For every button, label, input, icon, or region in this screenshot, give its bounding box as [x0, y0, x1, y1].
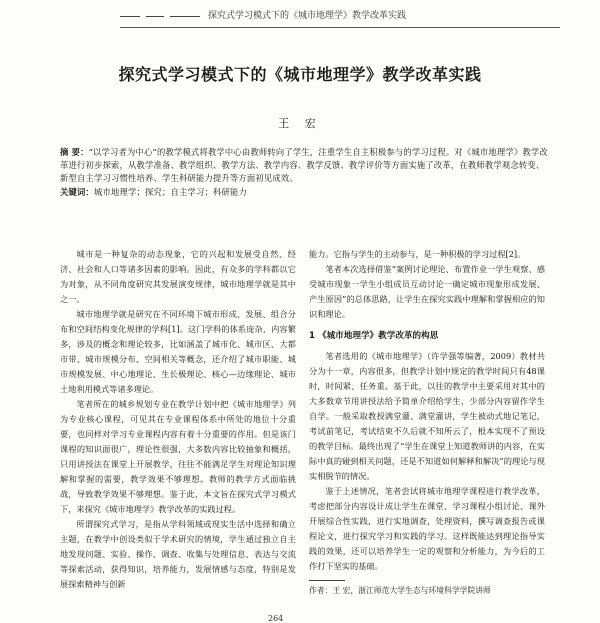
footnote-rule — [309, 580, 345, 581]
right-column — [309, 247, 545, 574]
header-dash — [170, 16, 200, 17]
body-paragraph: 城市地理学就是研究在不同环境下城市形成、发展、组合分布和空间结构变化规律的学科[1]。这门学科的体系庞杂，内容繁多，涉及的概念和理论较多，比如涵盖了城市化、城市区、大都市带、城市规模分布、空间相关等概念，还介绍了城市职能、城市规模发展、中心地理论、生长极理论、核心—边缘理论、城市土地利用模式等诸多理论。 — [60, 309, 296, 394]
keywords-text: 城市地理学；探究；自主学习；科研能力 — [94, 187, 247, 197]
body-paragraph: 所谓探究式学习，是指从学科领域或现实生活中选择和确立主题，在教学中创设类似于学术研究的情境，学生通过独立自主地发现问题、实验、操作、调查、收集与处理信息、表达与交流等探索活动，获得知识，培养能力，发展情感与态度，特别是发展探索精神与创新 — [60, 519, 296, 589]
keywords — [60, 186, 552, 199]
running-header-text: 探究式学习模式下的《城市地理学》教学改革实践 — [208, 11, 407, 21]
section-heading: 1 《城市地理学》教学改革的构思 — [309, 331, 439, 341]
body-paragraph-continued: 能力。它指与学生的主动参与，是一种积极的学习过程[2]。 — [309, 249, 526, 259]
running-header — [120, 10, 560, 24]
body-paragraph: 笔者选用的《城市地理学》（许学强等编著，2009）教材共分为十一章，内容很多，但教学计划中规定的教学时间只有48课时，时间紧、任务重。基于此，以往的教学中主要采用对其中的大多数章节用讲授法给予简单介绍给学生，少部分内容留作学生自学。一般采取教授满堂灌、满堂灌讲，学生被动式地记笔记，考试前笔记，考试结束不久后就不知所云了，根本实现不了预设的教学目标。最终出现了“学生在课堂上知道教师讲的内容，在实际中真的碰到相关问题，还是不知道如何解释和解决”的理论与现实相脱节的情况。 — [309, 351, 545, 481]
abstract — [60, 146, 552, 185]
keywords-label: 关键词： — [60, 187, 94, 197]
paper-title: 探究式学习模式下的《城市地理学》教学改革实践 — [118, 65, 482, 84]
body-paragraph: 笔者所在的城乡规划专业在教学计划中把《城市地理学》列为专业核心课程，可见其在专业课程体系中所处的地位十分重要，也同样对学习专业课程内容有着十分重要的作用。但是该门课程的知识面很广，理论性很强，大多数内容比较抽象和概括，只用讲授法在课堂上开展教学，往往不能满足学生对理论知识理解和掌握的需要，教学效果不够理想。教师的教学方式面临挑战，导致教学效果不够理想。鉴于此，本文旨在探究式学习模式下，来探究《城市地理学》教学改革的实践过程。 — [60, 399, 296, 514]
abstract-label: 摘 要： — [60, 147, 89, 157]
author-footnote: 作者：王 宏，浙江师范大学生态与环境科学学院讲师 — [309, 586, 491, 595]
abstract-block — [60, 146, 552, 199]
body-paragraph: 笔者本次选择借鉴“案例讨论理论、布置作业一学生观察、感受城市现象一学生小组成员互动讨论一确定城市现象形成发展、产生原因”的总体思路，让学生在探究实践中理解和掌握相应的知识和理论。 — [309, 264, 545, 319]
author-name: 王 宏 — [278, 117, 322, 130]
body-paragraph: 鉴于上述情况，笔者尝试将城市地理学课程进行教学改革，考虑把部分内容设计成让学生在课堂、学习课程小组讨论、课外开展综合性实践，进行实地调查，处理资料，撰写调查报告或课程论文，进行探究学习和实践的学习。这样既能达到理论指导实践的效果，还可以培养学生一定的观察和分析能力，为今后的工作打下坚实的基础。 — [309, 486, 545, 571]
left-column — [60, 247, 296, 592]
header-rule — [120, 27, 560, 28]
body-paragraph: 城市是一种复杂的动态现象，它的兴起和发展受自然、经济、社会和人口等诸多因素的影响。因此，有众多的学科都以它为对象，从不同角度研究其发展演变规律，城市地理学就是其中之一。 — [60, 249, 296, 304]
page-number: 264 — [268, 614, 284, 623]
abstract-text: “以学习者为中心”的教学模式将教学中心由教师转向了学生，注重学生自主积极参与的学习过程。对《城市地理学》教学改革进行初步探索，从教学准备、教学组织、教学方法、教学内容、教学反馈、教学评价等方面实施了改革，在教师教学观念转变、新型自主学习习惯性培养、学生科研能力提升等方面初见成效。 — [60, 147, 548, 183]
header-dash — [146, 16, 164, 17]
header-dash — [120, 16, 140, 17]
